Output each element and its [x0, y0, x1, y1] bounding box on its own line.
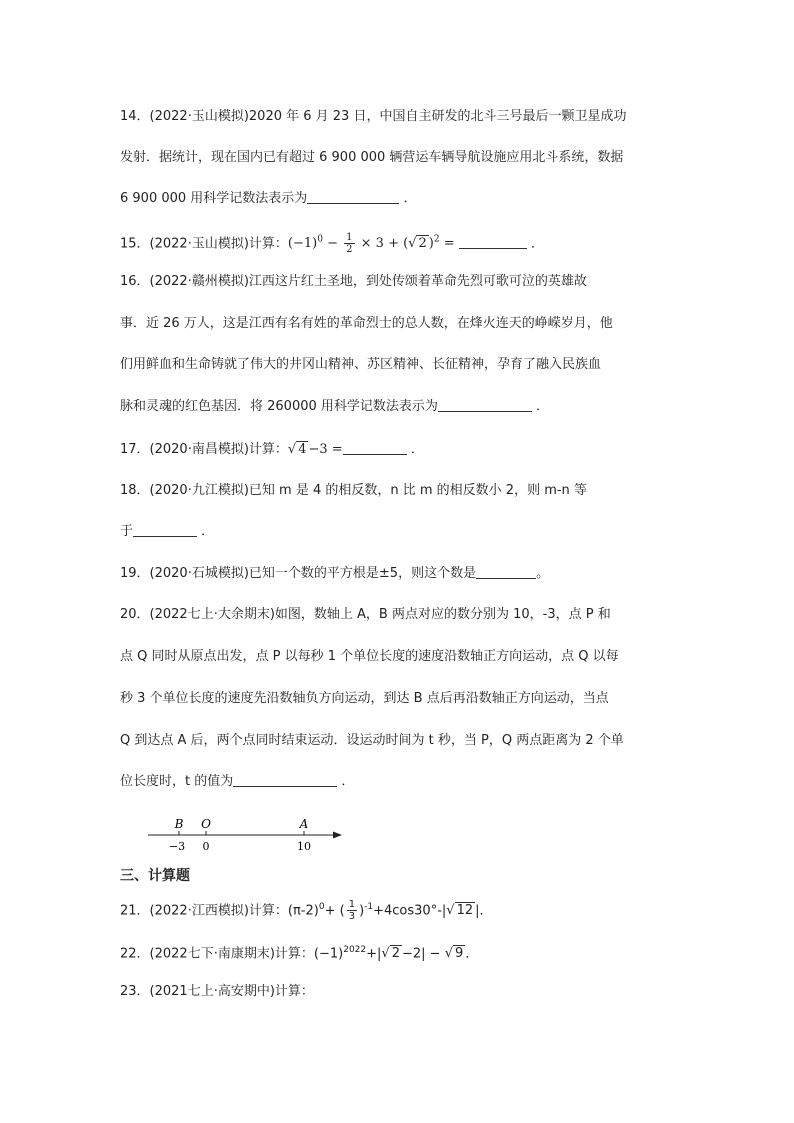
q21-line: 21．(2022·江西模拟)计算：$(\pi-2)^0+$ ( $\frac{1}{3}$ )$^{-1}$+4cos30°-|√ 12 |． [120, 899, 493, 923]
point-label-A: A [299, 817, 309, 831]
q22-prefix: 22．(2022七下·南康期末)计算：(−1) [120, 946, 344, 962]
q17-expression: √ 4 −3 = [288, 442, 343, 457]
q16-line-1: 16．(2022·赣州模拟)江西这片红土圣地，到处传颂着革命先烈可歌可泣的英雄故 [120, 274, 587, 289]
q16-text: 脉和灵魂的红色基因．将 260000 用科学记数法表示为 [120, 399, 438, 414]
q14-line-1: 14．(2022·玉山模拟)2020 年 6 月 23 日，中国自主研发的北斗三号最后一颗卫星成功 [120, 109, 627, 124]
q19-text: 19．(2020·石城模拟)已知一个数的平方根是±5，则这个数是 [120, 566, 477, 581]
answer-blank [343, 440, 407, 455]
q18-end: ． [201, 524, 215, 539]
value-label-A: 10 [297, 840, 311, 853]
point-label-O: O [201, 817, 211, 831]
answer-blank [476, 564, 536, 579]
q15-expression: $(-1)^0$ − $\frac{1}{2}$ × 3 + (√ 2 )$^2$ = [287, 232, 459, 256]
q20-line-2: 点 Q 同时从原点出发，点 P 以每秒 1 个单位长度的速度沿数轴正方向运动，点 Q 以每 [120, 649, 619, 664]
q16-end: ． [536, 399, 550, 414]
q15-line [120, 230, 544, 255]
sqrt-symbol: √ 2 [408, 236, 427, 252]
q20-line-1: 20．(2022七上·大余期末)如图，数轴上 A，B 两点对应的数分别为 10，-3，点 P 和 [120, 607, 611, 622]
q19-end: 。 [536, 566, 550, 581]
answer-blank [459, 234, 527, 249]
fraction: $\frac{1}{3}$ [348, 899, 356, 923]
q18-line-1: 18．(2020·九江模拟)已知 m 是 4 的相反数，n 比 m 的相反数小 2，则 m-n 等 [120, 483, 587, 498]
fraction: $\frac{1}{2}$ [346, 232, 353, 256]
q14-line-3 [120, 189, 416, 209]
q18-line-2 [120, 522, 214, 542]
q20-line-4: Q 到达点 A 后，两个点同时结束运动．设运动时间为 t 秒，当 P，Q 两点距离为 2 个单 [120, 733, 624, 748]
q14-end: ． [403, 191, 417, 206]
q21-prefix: 21．(2022·江西模拟)计算：(π-2) [120, 903, 319, 919]
q20-line-3: 秒 3 个单位长度的速度先沿数轴负方向运动，到达 B 点后再沿数轴正方向运动，当点 [120, 691, 609, 706]
q16-line-4 [120, 397, 549, 417]
q22-end: ． [465, 946, 479, 962]
sqrt-symbol: √ 4 [287, 442, 307, 457]
point-label-B: B [174, 817, 184, 831]
sqrt-symbol: √ 2 [381, 946, 400, 962]
value-label-B: −3 [168, 840, 186, 853]
q17-line [120, 440, 424, 460]
section-heading: 三、计算题 [120, 868, 190, 884]
sqrt-symbol: √ 9 [444, 946, 464, 962]
q17-prefix: 17．(2020·南昌模拟)计算： [120, 442, 288, 457]
number-line-figure [140, 812, 350, 858]
sqrt-symbol: √ 12 [446, 903, 474, 919]
q14-text: 6 900 000 用科学记数法表示为 [120, 191, 308, 206]
q17-end: ． [410, 442, 424, 457]
q14-line-2: 发射．据统计，现在国内已有超过 6 900 000 辆营运车辆导航设施应用北斗系统，数据 [120, 150, 624, 165]
q20-end: ． [341, 774, 355, 789]
q15-prefix: 15．(2022·玉山模拟)计算： [120, 236, 288, 252]
answer-blank [133, 522, 197, 537]
q23-line: 23．(2021七上·高安期中)计算： [120, 984, 314, 999]
answer-blank [307, 189, 399, 204]
q15-end: ． [530, 236, 544, 252]
answer-blank [233, 772, 337, 787]
q20-text: 位长度时，t 的值为 [120, 774, 234, 789]
q20-line-5 [120, 772, 354, 792]
q16-line-2: 事．近 26 万人，这是江西有名有姓的革命烈士的总人数，在烽火连天的峥嵘岁月，他 [120, 316, 613, 331]
q16-line-3: 们用鲜血和生命铸就了伟大的井冈山精神、苏区精神、长征精神，孕育了融入民族血 [120, 357, 602, 372]
q19-line [120, 564, 549, 584]
q22-line: 22．(2022七下·南康期末)计算：$(-1)^{2022}+|√$ 2 −2| − √ 9 ． [120, 940, 478, 964]
answer-blank [438, 397, 532, 412]
q18-text: 于 [120, 524, 134, 539]
arrow-right-icon [333, 832, 342, 839]
value-label-O: 0 [202, 840, 210, 853]
